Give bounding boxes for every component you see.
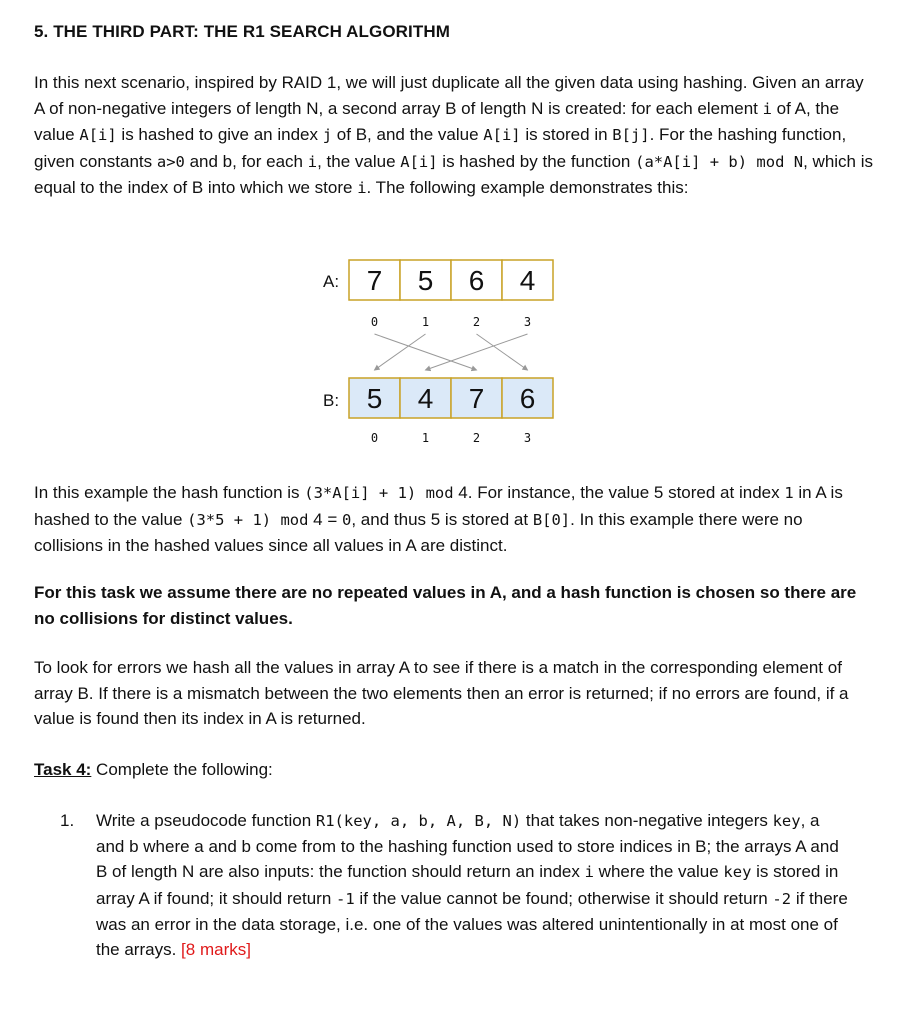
array-a-value: 5: [417, 265, 434, 296]
section-heading: 5. THE THIRD PART: THE R1 SEARCH ALGORITHM: [34, 22, 450, 41]
array-b-value: 4: [417, 383, 434, 414]
hash-arrow: [375, 334, 477, 370]
example-paragraph: In this example the hash function is (3*A[i] + 1) mod 4. For instance, the value 5 stored at index 1 in A is hashed to the value (3*5 + 1) mod 4 = 0, and thus 5 is stored at B[0]. In this example there were no collisions in the hashed values since all values in A are distinct.: [34, 483, 843, 555]
array-a-label: A:: [323, 272, 340, 291]
array-a-value: 7: [366, 265, 383, 296]
array-a: [349, 260, 553, 300]
array-b-value: 7: [468, 383, 485, 414]
array-a-index: 3: [523, 315, 532, 329]
intro-paragraph: In this next scenario, inspired by RAID 1, we will just duplicate all the given data using hashing. Given an array A of non-negative integers of length N, a second array B of length N is created: for each element i of A, the value A[i] is hashed to give an index j of B, and the value A[i] is stored in B[j]. For the hashing function, given constants a>0 and b, for each i, the value A[i] is hashed by the function (a*A[i] + b) mod N, which is equal to the index of B into which we store i. The following example demonstrates this:: [34, 73, 874, 197]
error-check-paragraph: To look for errors we hash all the values in array A to see if there is a match in the corresponding element of array B. If there is a mismatch between the two elements then an error is returned; if no errors are found, if a value is found then its index in A is returned.: [34, 658, 849, 728]
array-b-index: 1: [421, 431, 430, 445]
array-b-index: 2: [472, 431, 481, 445]
hash-arrow: [375, 334, 426, 370]
array-a-index: 1: [421, 315, 430, 329]
hash-arrow: [426, 334, 528, 370]
hash-arrows: [375, 334, 528, 370]
array-a-index: 0: [370, 315, 379, 329]
array-b-label: B:: [323, 391, 340, 410]
array-b: [349, 378, 553, 418]
array-a-value: 4: [519, 265, 536, 296]
array-a-value: 6: [468, 265, 485, 296]
array-a-indices: [371, 315, 531, 329]
task-heading: Task 4: Complete the following:: [34, 760, 273, 779]
list-number: 1.: [60, 811, 75, 830]
array-b-value: 5: [366, 383, 383, 414]
array-b-index: 3: [523, 431, 532, 445]
task-title: Task 4:: [34, 760, 92, 779]
array-b-index: 0: [370, 431, 379, 445]
array-b-indices: [371, 431, 531, 445]
marks-label: [8 marks]: [181, 940, 251, 960]
hash-example-diagram: [0, 250, 916, 460]
array-b-value: 6: [519, 383, 536, 414]
hash-arrow: [477, 334, 528, 370]
assumption-paragraph: For this task we assume there are no repeated values in A, and a hash function is chosen so there are no collisions for distinct values.: [34, 583, 857, 628]
array-a-index: 2: [472, 315, 481, 329]
task-item-1: 1. Write a pseudocode function R1(key, a, b, A, B, N) that takes non-negative integers key, a and b where a and b come from to the hashing function used to store indices in B; the arrays A and B of length N are also inputs: the function should return an index i where the value key is stored in array A if found; it should return -1 if the value cannot be found; otherwise it should return -2 if there was an error in the data storage, i.e. one of the values was altered unintentionally in at most one of the arrays. [8 marks]: [60, 808, 850, 962]
